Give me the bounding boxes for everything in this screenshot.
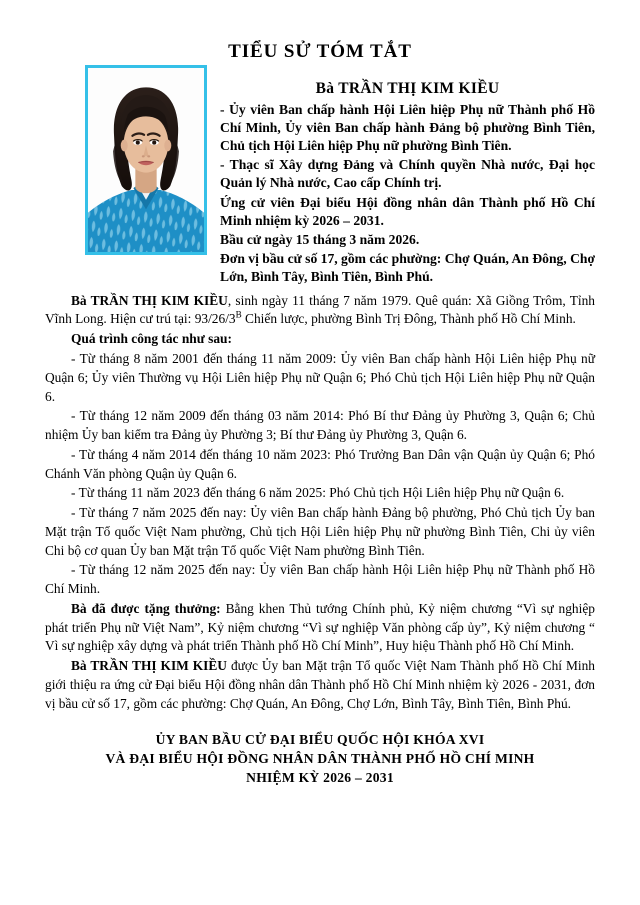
biography-address-tail: Chiến lược, phường Bình Trị Đông, Thành phố Hồ Chí Minh. [241, 311, 576, 327]
candidate-photo [85, 65, 207, 255]
nomination-text: được Ủy ban Mặt trận Tổ quốc Việt Nam Thành phố Hồ Chí Minh giới thiệu ra ứng cử Đại biểu Hội đồng nhân dân Thành phố Hồ Chí Minh nhiệm kỳ 2026 - 2031, đơn vị bầu cử số 17, gồm các phường: Chợ Quán, An Đông, Chợ Lớn, Bình Tây, Bình Tiên, Bình Phú. [45, 658, 595, 711]
footer-line-2: VÀ ĐẠI BIỂU HỘI ĐỒNG NHÂN DÂN THÀNH PHỐ HỒ CHÍ MINH [105, 750, 535, 766]
intro-line-4: Bầu cử ngày 15 tháng 3 năm 2026. [220, 232, 420, 248]
footer-line-3: NHIỆM KỲ 2026 – 2031 [246, 770, 394, 786]
career-heading-label: Quá trình công tác như sau: [71, 331, 232, 347]
footer-line-1: ỦY BAN BẦU CỬ ĐẠI BIỂU QUỐC HỘI KHÓA XVI [155, 731, 485, 747]
career-entry-6: - Từ tháng 12 năm 2025 đến nay: Ủy viên Ban chấp hành Hội Liên hiệp Phụ nữ Thành phố Hồ Chí Minh. [45, 562, 595, 597]
address-superscript: B [235, 309, 242, 320]
biography-name: Bà TRẦN THỊ KIM KIỀU [71, 292, 228, 308]
footer-block [45, 730, 595, 788]
page-title: TIỂU SỬ TÓM TẮT [228, 41, 412, 62]
career-heading [45, 330, 595, 349]
intro-line-1: - Ủy viên Ban chấp hành Hội Liên hiệp Phụ nữ Thành phố Hồ Chí Minh, Ủy viên Ban chấp hành Đảng bộ phường Bình Tiên, Chủ tịch Hội Liên hiệp Phụ nữ phường Bình Tiên. [220, 101, 595, 154]
candidate-name-heading: Bà TRẦN THỊ KIM KIỀU [315, 79, 500, 97]
body-text-block [45, 288, 595, 714]
career-entry-5: - Từ tháng 7 năm 2025 đến nay: Ủy viên Ban chấp hành Đảng bộ phường, Phó Chủ tịch Ủy ban Mặt trận Tổ quốc Việt Nam phường, Chủ tịch Hội Liên hiệp Phụ nữ phường Bình Tiên, Chi ủy viên Chi bộ cơ quan Ủy ban Mặt trận Tổ quốc Việt Nam phường Bình Tiên. [45, 505, 595, 558]
intro-line-5: Đơn vị bầu cử số 17, gồm các phường: Chợ Quán, An Đông, Chợ Lớn, Bình Tây, Bình Tiên, Bình Phú. [220, 251, 596, 285]
intro-text-block [220, 65, 595, 287]
career-entry-3: - Từ tháng 4 năm 2014 đến tháng 10 năm 2023: Phó Trưởng Ban Dân vận Quận ủy Quận 6; Phó Chánh Văn phòng Quận ủy Quận 6. [45, 446, 595, 481]
intro-line-3: Ứng cử viên Đại biểu Hội đồng nhân dân Thành phố Hồ Chí Minh nhiệm kỳ 2026 – 2031. [220, 194, 595, 228]
intro-section [45, 65, 595, 287]
nomination-paragraph [45, 657, 595, 713]
awards-text: Bằng khen Thủ tướng Chính phủ, Kỷ niệm chương “Vì sự nghiệp phát triển Phụ nữ Việt Nam”, Kỷ niệm chương “Vì sự nghiệp Văn phòng cấp ủy”, Kỷ niệm chương “ Vì sự nghiệp xây dựng và phát triển Thành phố Hồ Chí Minh”, Huy hiệu Thành phố Hồ Chí Minh. [45, 600, 595, 654]
biography-birth-origin: , sinh ngày 11 tháng 7 năm 1979. Quê quán: Xã Giồng Trôm, Tỉnh Vĩnh Long. Hiện cư trú tại: 93/26/3 [45, 292, 595, 327]
biography-paragraph [45, 292, 595, 330]
intro-line-2: - Thạc sĩ Xây dựng Đảng và Chính quyền Nhà nước, Đại học Quản lý Nhà nước, Cao cấp Chính trị. [220, 157, 595, 191]
career-entry-2: - Từ tháng 12 năm 2009 đến tháng 03 năm 2014: Phó Bí thư Đảng ủy Phường 3, Quận 6; Chủ nhiệm Ủy ban kiểm tra Đảng ủy Phường 3; Bí thư Đảng ủy Phường 3, Quận 6. [45, 408, 595, 443]
awards-paragraph [45, 600, 595, 656]
portrait-illustration [88, 68, 204, 252]
nomination-name: Bà TRẦN THỊ KIM KIỀU [71, 658, 227, 674]
career-entry-1: - Từ tháng 8 năm 2001 đến tháng 11 năm 2009: Ủy viên Ban chấp hành Hội Liên hiệp Phụ nữ Quận 6; Ủy viên Thường vụ Hội Liên hiệp Phụ nữ Quận 6; Phó Chủ tịch Hội Liên hiệp Phụ nữ Quận 6. [45, 350, 595, 404]
awards-heading: Bà đã được tặng thưởng: [71, 600, 221, 616]
career-entry-4: - Từ tháng 11 năm 2023 đến tháng 6 năm 2025: Phó Chủ tịch Hội Liên hiệp Phụ nữ Quận 6. [71, 485, 565, 501]
